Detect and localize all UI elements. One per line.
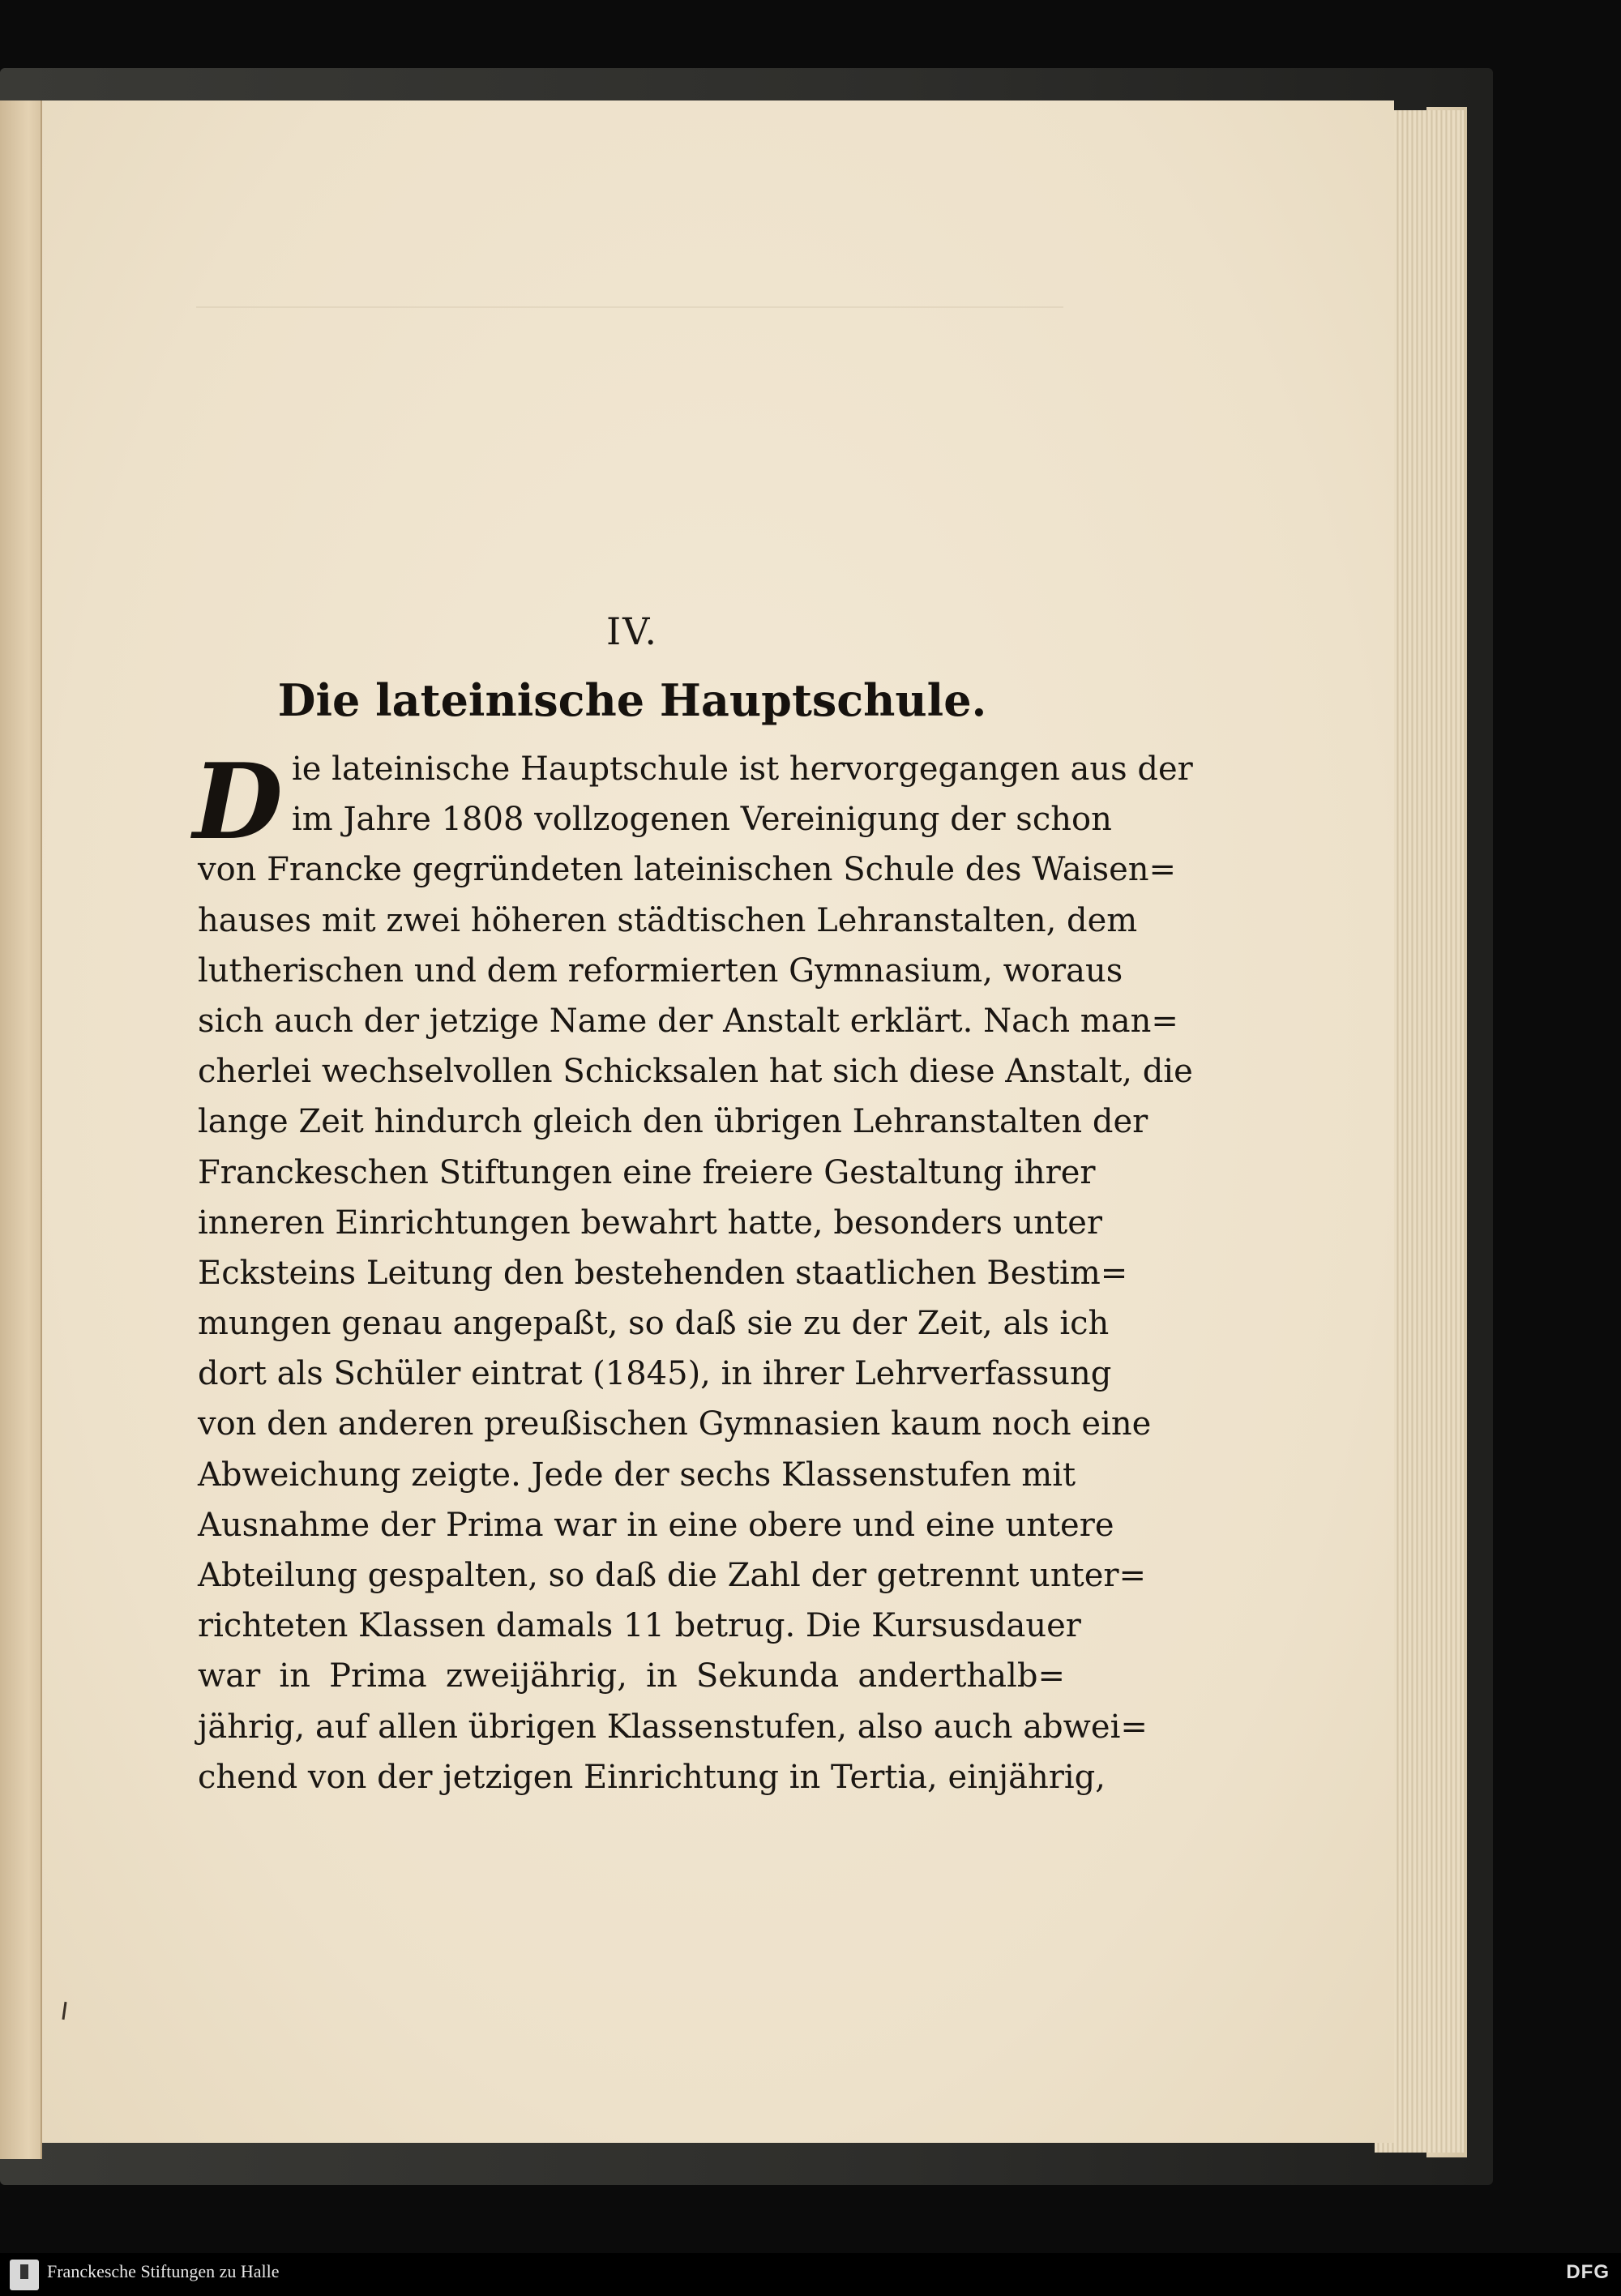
text-line: war in Prima zweijährig, in Sekunda anderthalb= xyxy=(198,1657,1065,1695)
text-line: jährig, auf allen übrigen Klassenstufen, also auch abwei= xyxy=(198,1708,1148,1746)
text-line: hauses mit zwei höheren städtischen Lehranstalten, dem xyxy=(198,901,1138,939)
text-line: Ausnahme der Prima war in eine obere und eine untere xyxy=(198,1506,1114,1544)
text-line: Ecksteins Leitung den bestehenden staatlichen Bestim= xyxy=(198,1254,1128,1292)
text-line: im Jahre 1808 vollzogenen Vereinigung der schon xyxy=(292,801,1112,839)
text-line: Franckeschen Stiftungen eine freiere Gestaltung ihrer xyxy=(198,1153,1096,1191)
text-line: cherlei wechselvollen Schicksalen hat sich diese Anstalt, die xyxy=(198,1053,1193,1091)
text-line: sich auch der jetzige Name der Anstalt erklärt. Nach man= xyxy=(198,1002,1178,1040)
text-line: lange Zeit hindurch gleich den übrigen Lehranstalten der xyxy=(198,1103,1148,1141)
text-line: dort als Schüler eintrat (1845), in ihrer Lehrverfassung xyxy=(198,1355,1112,1393)
text-line: Abteilung gespalten, so daß die Zahl der getrennt unter= xyxy=(198,1557,1147,1594)
left-page-edge xyxy=(0,100,42,2159)
footer-institution: Franckesche Stiftungen zu Halle xyxy=(47,2261,280,2281)
text-line: chend von der jetzigen Einrichtung in Tertia, einjährig, xyxy=(198,1758,1106,1796)
body-text xyxy=(198,744,1193,1802)
text-line: lutherischen und dem reformierten Gymnasium, woraus xyxy=(198,951,1123,990)
text-line: von den anderen preußischen Gymnasien kaum noch eine xyxy=(198,1405,1152,1443)
institution-logo-icon xyxy=(10,2260,39,2290)
dfg-badge: DFG xyxy=(1566,2261,1610,2283)
text-line: richteten Klassen damals 11 betrug. Die Kursusdauer xyxy=(198,1607,1081,1645)
text-line: von Francke gegründeten lateinischen Schule des Waisen= xyxy=(198,851,1177,889)
text-line: ie lateinische Hauptschule ist hervorgegangen aus der xyxy=(292,750,1193,788)
bleed-through-header xyxy=(196,258,1063,308)
chapter-title: Die lateinische Hauptschule. xyxy=(277,674,987,726)
text-line: inneren Einrichtungen bewahrt hatte, besonders unter xyxy=(198,1204,1103,1242)
text-line: mungen genau angepaßt, so daß sie zu der Zeit, als ich xyxy=(198,1305,1110,1343)
drop-cap: D xyxy=(193,742,283,863)
text-line: Abweichung zeigte. Jede der sechs Klassenstufen mit xyxy=(198,1456,1076,1494)
chapter-number: IV. xyxy=(606,609,658,653)
